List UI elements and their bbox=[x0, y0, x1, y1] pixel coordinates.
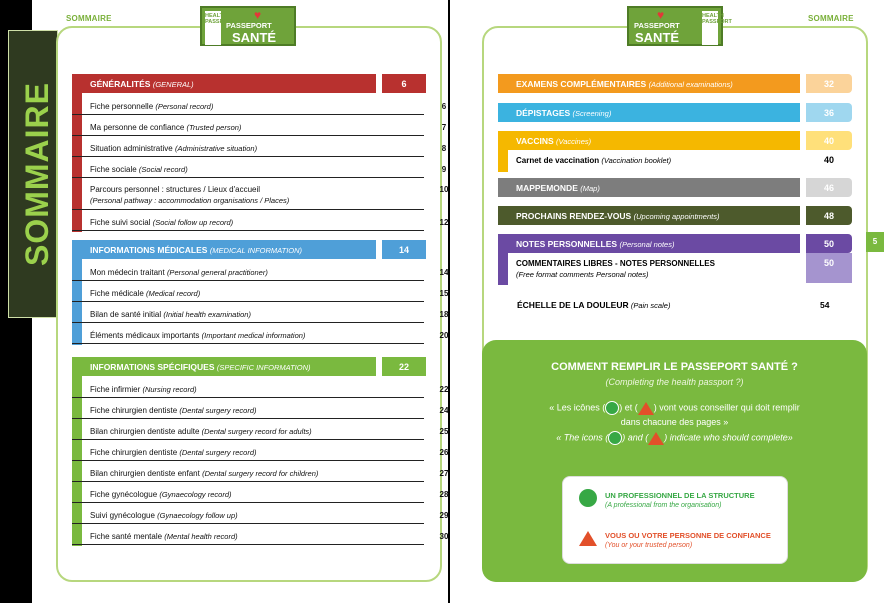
section-header[interactable] bbox=[498, 234, 800, 253]
heart-icon: ♥ bbox=[657, 8, 665, 22]
toc-row-page: 9 bbox=[441, 165, 447, 174]
toc-row-en: (Personal general practitioner) bbox=[166, 268, 268, 277]
toc-row[interactable] bbox=[516, 155, 796, 166]
toc-row-label: Fiche chirurgien dentiste bbox=[90, 406, 178, 415]
section-title-en: (Screening) bbox=[572, 109, 612, 118]
toc-row-text bbox=[90, 123, 241, 132]
toc-row-page: 8 bbox=[441, 144, 447, 153]
howto-fr-b: ) et ( bbox=[619, 402, 638, 413]
toc-row-text bbox=[90, 102, 213, 111]
toc-row-text bbox=[90, 268, 268, 277]
toc-row-text bbox=[90, 218, 233, 227]
toc-row-en: (Personal record) bbox=[155, 102, 214, 111]
section-page: 22 bbox=[382, 357, 426, 376]
pain-scale-page: 54 bbox=[820, 300, 830, 310]
toc-row-en: (Dental surgery record) bbox=[179, 406, 257, 415]
section-title-en: (Vaccines) bbox=[556, 137, 592, 146]
toc-row-label: Fiche gynécologue bbox=[90, 490, 158, 499]
toc-row-text bbox=[90, 406, 257, 415]
toc-row[interactable] bbox=[72, 303, 449, 323]
left-running-head: SOMMAIRE bbox=[66, 14, 112, 23]
section-page: 14 bbox=[382, 240, 426, 259]
toc-row-text bbox=[90, 490, 232, 499]
toc-row-en: (Gynaecology record) bbox=[159, 490, 232, 499]
toc-row-label: Carnet de vaccination bbox=[516, 156, 600, 165]
toc-row-label: Suivi gynécologue bbox=[90, 511, 155, 520]
toc-row-text bbox=[90, 289, 200, 298]
howto-fr-line1 bbox=[482, 401, 867, 415]
section-side-bar bbox=[498, 150, 508, 172]
toc-row-en: (Dental surgery record) bbox=[179, 448, 257, 457]
toc-row-label: Fiche sociale bbox=[90, 165, 137, 174]
toc-row[interactable] bbox=[72, 378, 449, 398]
toc-row-en: (Initial health examination) bbox=[163, 310, 251, 319]
toc-row-page: 20 bbox=[439, 331, 449, 340]
pain-scale-en: (Pain scale) bbox=[630, 301, 671, 310]
left-logo bbox=[200, 6, 296, 46]
toc-row-en: (Dental surgery record for adults) bbox=[201, 427, 312, 436]
pain-scale-label: ÉCHELLE DE LA DOULEUR bbox=[517, 300, 629, 310]
howto-en-c: ) indicate who should complete» bbox=[664, 432, 793, 443]
toc-row-page: 50 bbox=[806, 253, 852, 283]
section-title: GÉNÉRALITÉS bbox=[90, 79, 151, 89]
toc-row[interactable] bbox=[72, 282, 449, 302]
toc-row-en: (Nursing record) bbox=[142, 385, 197, 394]
toc-row-en: (Important medical information) bbox=[201, 331, 306, 340]
toc-row-label: Bilan chirurgien dentiste adulte bbox=[90, 427, 200, 436]
section-title: INFORMATIONS MÉDICALES bbox=[90, 245, 208, 255]
toc-row-text bbox=[90, 469, 318, 478]
toc-row[interactable] bbox=[516, 258, 796, 280]
section-header[interactable] bbox=[498, 178, 800, 197]
toc-row-en: (Free format comments Personal notes) bbox=[516, 270, 649, 279]
howto-fr-c: ) vont vous conseiller qui doit remplir bbox=[653, 402, 800, 413]
heart-icon: ♥ bbox=[254, 8, 262, 22]
toc-row[interactable] bbox=[72, 95, 447, 115]
section-page: 50 bbox=[806, 234, 852, 253]
toc-row-en: (Medical record) bbox=[146, 289, 201, 298]
toc-row-page: 28 bbox=[439, 490, 449, 499]
toc-row[interactable] bbox=[72, 179, 449, 210]
toc-row-page: 24 bbox=[439, 406, 449, 415]
toc-row-en: (Social follow up record) bbox=[152, 218, 234, 227]
toc-row[interactable] bbox=[72, 158, 447, 178]
red-triangle-icon bbox=[648, 432, 664, 445]
section-header[interactable] bbox=[498, 74, 800, 93]
toc-row-page: 12 bbox=[439, 218, 449, 227]
logo-line2: SANTÉ bbox=[635, 30, 680, 45]
toc-row-text bbox=[90, 144, 257, 153]
toc-row[interactable] bbox=[72, 399, 449, 419]
toc-row-text bbox=[90, 532, 238, 541]
toc-row-page: 6 bbox=[441, 102, 447, 111]
toc-row-page: 27 bbox=[439, 469, 449, 478]
toc-row-text bbox=[90, 310, 251, 319]
toc-row-label: Bilan de santé initial bbox=[90, 310, 162, 319]
red-triangle-icon bbox=[638, 402, 654, 415]
howto-en-a: « The icons ( bbox=[556, 432, 609, 443]
toc-row-label: Fiche chirurgien dentiste bbox=[90, 448, 178, 457]
section-title-en: (Map) bbox=[580, 184, 600, 193]
toc-row-en: (Social record) bbox=[138, 165, 188, 174]
howto-legend bbox=[562, 476, 788, 564]
toc-row-en: (Administrative situation) bbox=[174, 144, 258, 153]
toc-row-label: Fiche suivi social bbox=[90, 218, 151, 227]
toc-row[interactable] bbox=[72, 420, 449, 440]
section-title: INFORMATIONS SPÉCIFIQUES bbox=[90, 362, 215, 372]
toc-row-page: 26 bbox=[439, 448, 449, 457]
legend-trusted-en: (You or your trusted person) bbox=[605, 542, 693, 549]
howto-en-line bbox=[482, 431, 867, 445]
green-circle-icon bbox=[605, 401, 619, 415]
toc-row-label: Fiche médicale bbox=[90, 289, 144, 298]
logo-line2: SANTÉ bbox=[232, 30, 277, 45]
section-page: 32 bbox=[806, 74, 852, 93]
legend-professional-label: UN PROFESSIONNEL DE LA STRUCTURE bbox=[605, 491, 755, 500]
howto-fr-line2: dans chacune des pages » bbox=[620, 417, 729, 427]
logo-line1: PASSEPORT bbox=[226, 21, 272, 30]
toc-row-page: 30 bbox=[439, 532, 449, 541]
toc-row-label: Mon médecin traitant bbox=[90, 268, 165, 277]
page-number-tab: 5 bbox=[866, 232, 884, 252]
toc-row-page: 10 bbox=[439, 185, 449, 194]
toc-row-label: Fiche personnelle bbox=[90, 102, 154, 111]
toc-row-page: 40 bbox=[823, 155, 834, 165]
red-triangle-icon bbox=[579, 531, 597, 546]
legend-trusted-label: VOUS OU VOTRE PERSONNE DE CONFIANCE bbox=[605, 531, 771, 540]
section-title-en: (Upcoming appointments) bbox=[633, 212, 720, 221]
toc-row[interactable] bbox=[72, 261, 449, 281]
section-title: VACCINS bbox=[516, 136, 554, 146]
toc-row-page: 15 bbox=[439, 289, 449, 298]
green-circle-icon bbox=[579, 489, 597, 507]
section-side-bar bbox=[498, 253, 508, 285]
section-title-en: (Personal notes) bbox=[619, 240, 675, 249]
section-page: 6 bbox=[382, 74, 426, 93]
toc-row[interactable] bbox=[72, 483, 449, 503]
toc-row-label: COMMENTAIRES LIBRES - NOTES PERSONNELLES bbox=[516, 259, 715, 268]
section-page: 48 bbox=[806, 206, 852, 225]
toc-row[interactable] bbox=[72, 116, 447, 136]
section-title: PROCHAINS RENDEZ-VOUS bbox=[516, 211, 632, 221]
toc-row[interactable] bbox=[72, 211, 449, 231]
toc-row-label: Bilan chirurgien dentiste enfant bbox=[90, 469, 200, 478]
toc-row-label: Fiche infirmier bbox=[90, 385, 141, 394]
section-header[interactable] bbox=[498, 131, 800, 150]
section-header[interactable] bbox=[498, 103, 800, 122]
toc-row-label: Situation administrative bbox=[90, 144, 173, 153]
pain-scale-row[interactable] bbox=[517, 300, 817, 310]
toc-row-text bbox=[90, 511, 238, 520]
toc-row-page: 25 bbox=[439, 427, 449, 436]
toc-row[interactable] bbox=[72, 137, 447, 157]
toc-row[interactable] bbox=[72, 324, 449, 344]
section-title: MAPPEMONDE bbox=[516, 183, 578, 193]
howto-fr-a: « Les icônes ( bbox=[549, 402, 606, 413]
section-header[interactable] bbox=[72, 240, 376, 259]
section-title-en: (GENERAL) bbox=[152, 80, 194, 89]
section-page: 40 bbox=[806, 131, 852, 150]
section-title: EXAMENS COMPLÉMENTAIRES bbox=[516, 79, 647, 89]
toc-row-en: (Personal pathway : accommodation organisations / Places) bbox=[90, 196, 290, 205]
toc-row-en: (Vaccination booklet) bbox=[601, 156, 672, 165]
logo-line1: PASSEPORT bbox=[634, 21, 680, 30]
section-header[interactable] bbox=[498, 206, 800, 225]
logo-vertical-text: HEALTH PASSPORT bbox=[702, 11, 718, 45]
logo-vertical-text: HEALTH PASSPORT bbox=[205, 11, 221, 45]
toc-row[interactable] bbox=[72, 462, 449, 482]
howto-en-b: ) and ( bbox=[622, 432, 649, 443]
toc-row-en: (Dental surgery record for children) bbox=[202, 469, 319, 478]
section-title: DÉPISTAGES bbox=[516, 108, 571, 118]
toc-row-page: 14 bbox=[439, 268, 449, 277]
toc-row-label: Fiche santé mentale bbox=[90, 532, 163, 541]
section-title: NOTES PERSONNELLES bbox=[516, 239, 618, 249]
sommaire-tab-label: SOMMAIRE bbox=[19, 82, 55, 266]
section-header[interactable] bbox=[72, 357, 376, 376]
toc-row-en: (Gynaecology follow up) bbox=[157, 511, 238, 520]
toc-row-text bbox=[90, 165, 188, 174]
toc-row[interactable] bbox=[72, 504, 449, 524]
toc-row-label: Ma personne de confiance bbox=[90, 123, 185, 132]
toc-row-page: 18 bbox=[439, 310, 449, 319]
howto-title: COMMENT REMPLIR LE PASSEPORT SANTÉ ? bbox=[551, 361, 798, 373]
toc-row-en: (Mental health record) bbox=[164, 532, 238, 541]
toc-row-label: Éléments médicaux importants bbox=[90, 331, 200, 340]
right-running-head: SOMMAIRE bbox=[808, 14, 854, 23]
toc-row[interactable] bbox=[72, 525, 449, 545]
sommaire-tab bbox=[8, 30, 58, 318]
toc-row-label: Parcours personnel : structures / Lieux d'accueil bbox=[90, 185, 261, 194]
section-page: 46 bbox=[806, 178, 852, 197]
toc-row-page: 7 bbox=[441, 123, 447, 132]
toc-row[interactable] bbox=[72, 441, 449, 461]
toc-row-text bbox=[90, 385, 197, 394]
howto-subtitle: (Completing the health passport ?) bbox=[605, 377, 744, 387]
legend-professional-en: (A professional from the organisation) bbox=[605, 502, 722, 509]
toc-row-text bbox=[90, 448, 257, 457]
section-title-en: (MEDICAL INFORMATION) bbox=[209, 246, 303, 255]
toc-row-page: 22 bbox=[439, 385, 449, 394]
section-header[interactable] bbox=[72, 74, 376, 93]
toc-row-text bbox=[90, 427, 312, 436]
right-logo bbox=[627, 6, 732, 46]
section-page: 36 bbox=[806, 103, 852, 122]
section-title-en: (Additional examinations) bbox=[648, 80, 733, 89]
toc-row-text bbox=[90, 331, 305, 340]
green-circle-icon bbox=[608, 431, 622, 445]
toc-row-en: (Trusted person) bbox=[186, 123, 242, 132]
section-title-en: (SPECIFIC INFORMATION) bbox=[216, 363, 311, 372]
toc-row-page: 29 bbox=[439, 511, 449, 520]
toc-row-text bbox=[90, 184, 289, 206]
